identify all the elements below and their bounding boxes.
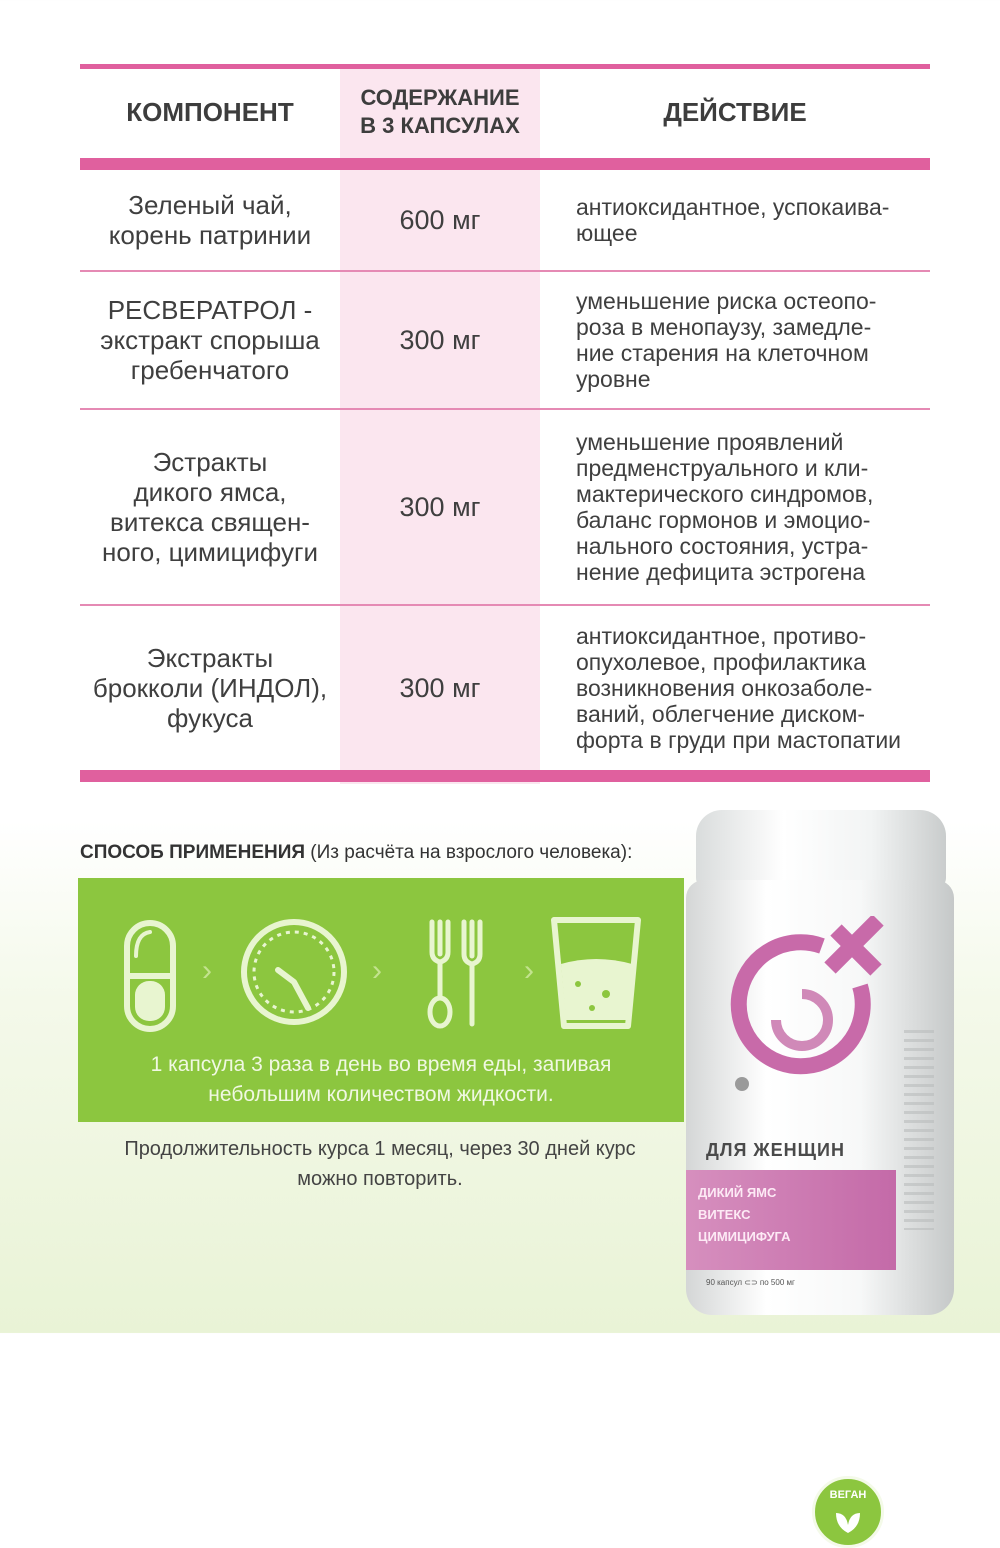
- row-action: антиоксидантное, успокаива- ющее: [576, 194, 890, 246]
- chevron-right-icon: ›: [524, 954, 534, 987]
- capsule-icon: [122, 918, 178, 1034]
- jar-capsule-count: 90 капсул ⊂⊃ по 500 мг: [706, 1278, 795, 1287]
- table-row: [80, 410, 930, 604]
- jar-title: ДЛЯ ЖЕНЩИН: [706, 1140, 845, 1160]
- usage-instruction-text: 1 капсула 3 раза в день во время еды, запивая небольшим количеством жидкости.: [150, 1053, 612, 1106]
- row-action: антиоксидантное, противо- опухолевое, профилактика возникновения онкозаболе- ваний, облегчение дискoм- форта в груди при мастопатии: [576, 623, 902, 753]
- row-component: Зеленый чай, корень патринии: [108, 190, 312, 250]
- header-action: ДЕЙСТВИЕ: [663, 96, 807, 127]
- row-action: уменьшение проявлений предменструального и кли- мактерического синдромов, баланс гормонов и эмоцио- нального состояния, устра- нение дефицита эстрогена: [576, 429, 874, 585]
- course-duration-text: Продолжительность курса 1 месяц, через 30 дней курс можно повторить.: [124, 1138, 636, 1190]
- product-jar: [686, 810, 954, 1501]
- table-bottom-border: [80, 770, 930, 782]
- row-amount: 300 мг: [399, 324, 481, 355]
- usage-title: [80, 842, 632, 864]
- spoon-fork-icon: [418, 914, 498, 1032]
- female-symbol-logo: [712, 916, 892, 1096]
- row-component: Экстракты брокколи (ИНДОЛ), фукуса: [92, 643, 328, 733]
- glass-icon: [548, 914, 644, 1032]
- vegan-badge: [812, 1476, 884, 1548]
- chevron-right-icon: ›: [372, 954, 382, 987]
- table-row: [80, 170, 930, 270]
- jar-label-text-lines: [904, 1030, 934, 1230]
- usage-title-bold: СПОСОБ ПРИМЕНЕНИЯ: [80, 842, 306, 863]
- row-component: РЕСВЕРАТРОЛ - экстракт спорыша гребенчатого: [100, 295, 320, 385]
- usage-instructions-box: [78, 878, 684, 1122]
- clock-icon: [238, 916, 350, 1028]
- ingredients-table: [80, 64, 930, 784]
- jar-cap: [696, 810, 946, 888]
- vegan-badge-label: ВЕГАН: [829, 1489, 867, 1501]
- header-content: СОДЕРЖАНИЕ В 3 КАПСУЛАХ: [360, 85, 520, 138]
- table-row: [80, 606, 930, 770]
- leaf-icon: [832, 1505, 864, 1535]
- jar-ingredients: ДИКИЙ ЯМС ВИТЕКС ЦИМИЦИФУГА: [698, 1185, 791, 1244]
- row-amount: 300 мг: [399, 672, 481, 703]
- header-divider: [80, 158, 930, 170]
- chevron-right-icon: ›: [202, 954, 212, 987]
- jar-body: [686, 880, 954, 1501]
- row-amount: 600 мг: [399, 204, 481, 235]
- row-component: Эстракты дикого ямса, витекса священ- ного, цимицифуги: [102, 447, 318, 567]
- usage-title-note: (Из расчёта на взрослого человека):: [305, 842, 633, 863]
- table-row: [80, 272, 930, 408]
- row-amount: 300 мг: [399, 491, 481, 522]
- header-component: КОМПОНЕНТ: [126, 96, 294, 127]
- row-action: уменьшение риска остеопо- роза в менопаузу, замедле- ние старения на клеточном уровне: [576, 288, 877, 392]
